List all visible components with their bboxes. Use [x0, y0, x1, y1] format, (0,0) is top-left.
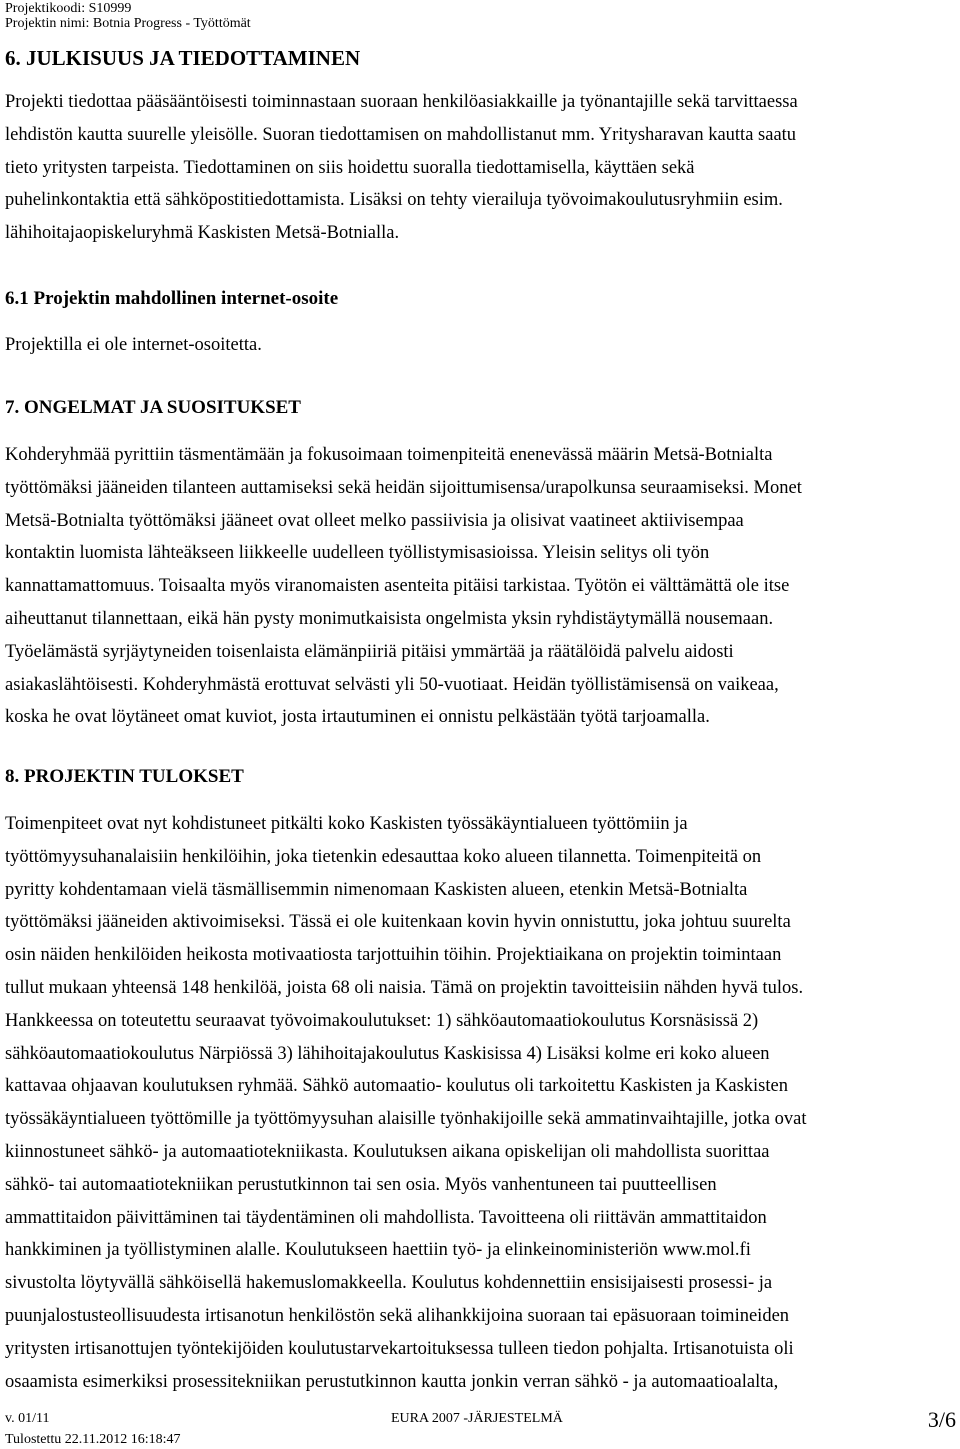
section-6-1-title: 6.1 Projektin mahdollinen internet-osoite [5, 288, 339, 309]
text-line: sähköautomaatiokoulutus Närpiössä 3) lähihoitajakoulutus Kaskisissa 4) Lisäksi kolme eri koko alueen [5, 1043, 770, 1064]
text-line: osaamista esimerkiksi prosessitekniikan perustutkinnon kautta jonkin verran sähkö - ja automaatioalalta, [5, 1371, 779, 1392]
text-line: kannattamattomuus. Toisaalta myös viranomaisten asenteita pitäisi tarkistaa. Työtön ei välttämättä ole itse [5, 576, 790, 597]
text-line: lähihoitajaopiskeluryhmä Kaskisten Metsä-Botnialla. [5, 223, 400, 244]
text-line: tullut mukaan yhteensä 148 henkilöä, joista 68 oli naisia. Tämä on projektin tavoitteisiin nähden hyvä tulos. [5, 977, 804, 998]
page-number: 3/6 [927, 1407, 956, 1432]
text-line: lehdistön kautta suurelle yleisölle. Suoran tiedottamisen on mahdollistanut mm. Yritysharavan kautta saatu [5, 124, 797, 145]
text-line: yritysten irtisanottujen työntekijöiden koulutustarvekartoituksessa tulleen tiedon pohjalta. Irtisanotuista oli [5, 1338, 794, 1359]
footer-system: EURA 2007 -JÄRJESTELMÄ [391, 1411, 563, 1426]
text-line: Projektilla ei ole internet-osoitetta. [5, 335, 262, 355]
text-line: Projekti tiedottaa pääsääntöisesti toiminnastaan suoraan henkilöasiakkaille ja työnantajille sekä tarvittaessa [5, 92, 798, 112]
text-line: kattavaa ohjaavan koulutuksen ryhmää. Sähkö automaatio- koulutus oli tarkoitettu Kaskisten ja Kaskisten [5, 1076, 788, 1097]
text-line: Hankkeessa on toteutettu seuraavat työvoimakoulutukset: 1) sähköautomaatiokoulutus Korsnäsissä 2) [5, 1010, 759, 1031]
text-line: sähkö- tai automaatiotekniikan perustutkinnon tai sen osia. Myös vanhentuneen tai puutteellisen [5, 1174, 717, 1195]
text-line: aiheuttanut tilannettaan, eikä hän pysty monimutkaisista ongelmista yksin ryhdistäytymällä nousemaan. [5, 608, 774, 629]
section-7-body [5, 439, 955, 734]
text-line: osin näiden henkilöiden heikosta motivaatiosta tarjottuihin töihin. Projektiaikana on projektin toimintaan [5, 945, 782, 966]
text-line: Toimenpiteet ovat nyt kohdistuneet pitkälti koko Kaskisten työssäkäyntialueen työttömiin ja [5, 814, 688, 834]
text-line: pyritty kohdentamaan vielä täsmällisemmin nimenomaan Kaskisten alueen, etenkin Metsä-Botnialta [5, 879, 748, 900]
text-line: työttömäksi jääneiden tilanteen auttamiseksi sekä heidän sijoittumisensa/urapolkunsa seuraamiseksi. Monet [5, 477, 802, 498]
section-6-title: 6. JULKISUUS JA TIEDOTTAMINEN [5, 46, 361, 70]
section-8-body [5, 808, 955, 1398]
text-line: puunjalostusteollisuudesta irtisanotun henkilöstön sekä alihankkijoina suoraan tai epäsuoraan toimineiden [5, 1305, 790, 1326]
text-line: työttömyysuhanalaisiin henkilöihin, joka tietenkin edesauttaa koko alueen tilannetta. Toimenpiteitä on [5, 846, 762, 867]
footer-version: v. 01/11 [5, 1411, 50, 1426]
project-code: Projektikoodi: S10999 [5, 1, 132, 16]
text-line: työssäkäyntialueen työttömille ja työttömyysuhan alaisille työnhakijoille sekä ammatinvaihtajille, jotka ovat [5, 1109, 807, 1130]
section-7-title: 7. ONGELMAT JA SUOSITUKSET [5, 397, 301, 418]
section-8-title: 8. PROJEKTIN TULOKSET [5, 766, 244, 787]
text-line: Metsä-Botnialta työttömäksi jääneet ovat olleet melko passiivisia ja olisivat vaatineet aktiivisempaa [5, 510, 744, 531]
text-line: sivustolta löytyvällä sähköisellä hakemuslomakkeella. Koulutus kohdennettiin ensisijaisesti prosessi- ja [5, 1273, 773, 1294]
text-line: tieto yritysten tarpeista. Tiedottaminen on siis hoidettu suoralla tiedottamisella, käyttäen sekä [5, 157, 695, 178]
text-line: työttömäksi jääneiden aktivoimiseksi. Tässä ei ole kuitenkaan kovin hyvin onnistuttu, joka johtuu suurelta [5, 912, 791, 933]
footer-printed: Tulostettu 22.11.2012 16:18:47 [5, 1432, 181, 1447]
text-line: asiakaslähtöisesti. Kohderyhmästä erottuvat selvästi yli 50-vuotiaat. Heidän työllistämisensä on vaikeaa, [5, 674, 779, 695]
text-line: kontaktin luomista lähteäkseen liikkeelle uudelleen työllistymisasioissa. Yleisin selitys oli työn [5, 543, 710, 564]
text-line: Työelämästä syrjäytyneiden toisenlaista elämänpiiriä pitäisi ymmärtää ja räätälöidä palvelu aidosti [5, 641, 734, 662]
text-line: ammattitaidon päivittäminen tai täydentäminen oli mahdollista. Tavoitteena oli riittävän ammattitaidon [5, 1207, 767, 1228]
project-name: Projektin nimi: Botnia Progress - Työttömät [5, 16, 251, 31]
text-line: koska he ovat löytäneet omat kuviot, josta irtautuminen ei onnistu pelkästään työtä tarjoamalla. [5, 707, 710, 728]
text-line: hankkiminen ja työllistyminen alalle. Koulutukseen haettiin työ- ja elinkeinoministeriön www.mol.fi [5, 1240, 751, 1261]
section-6-1-body [5, 329, 955, 362]
text-line: puhelinkontaktia että sähköpostitiedottamista. Lisäksi on tehty vierailuja työvoimakoulutusryhmiin esim. [5, 190, 783, 211]
text-line: Kohderyhmää pyrittiin täsmentämään ja fokusoimaan toimenpiteitä enenevässä määrin Metsä-Botnialta [5, 445, 773, 465]
section-6-body [5, 86, 955, 250]
text-line: kiinnostuneet sähkö- ja automaatiotekniikasta. Koulutuksen aikana opiskelijan oli mahdollista suorittaa [5, 1141, 770, 1162]
